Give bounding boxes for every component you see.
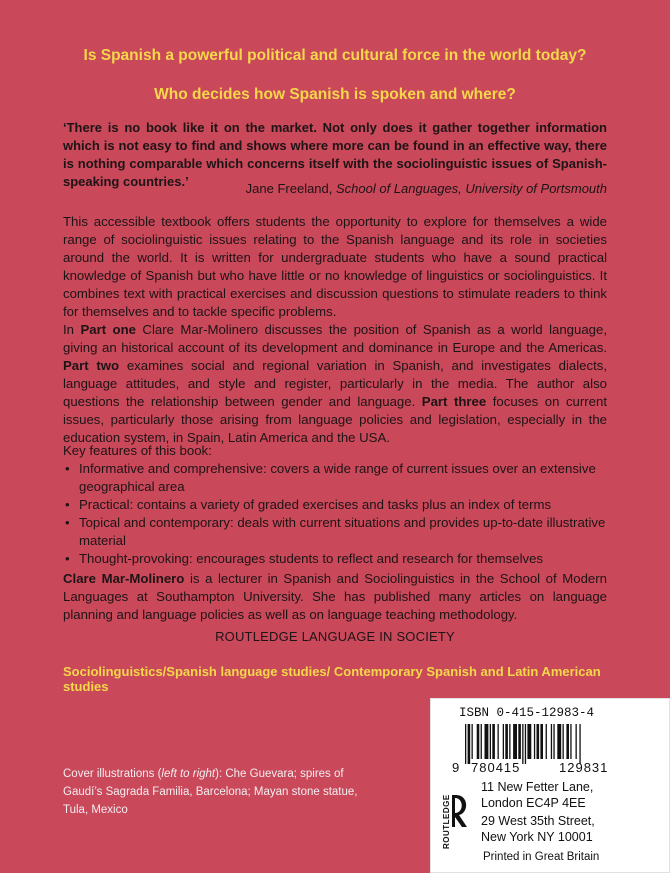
key-feature-item: • Informative and comprehensive: covers a wide range of current issues over an extensive geographical area [63,460,607,496]
barcode-bar [576,724,577,759]
routledge-logo-text: ROUTLEDGE [442,794,451,849]
routledge-logo [439,787,477,851]
question-2: Who decides how Spanish is spoken and where? [154,86,516,103]
part-one-text: Clare Mar-Molinero discusses the position of Spanish as a world language, giving an historical account of its development and dominance in Europe and the Americas. [63,322,608,355]
quote-author: Jane Freeland, [245,181,333,196]
part-one-label: Part one [80,322,136,337]
address-uk-line-1: 11 New Fetter Lane, [481,780,594,794]
key-feature-item: • Topical and contemporary: deals with current situations and provides up-to-date illustrative material [63,514,607,550]
key-feature-item: • Practical: contains a variety of graded exercises and tasks plus an index of terms [63,496,607,514]
barcode-bar [534,724,535,759]
barcode-bar [509,724,510,759]
barcode-bar [490,724,491,759]
barcode-bar [518,724,521,759]
cover-credit-italic: left to right [161,768,216,780]
barcode-bar [465,724,466,764]
printed-in: Printed in Great Britain [483,851,600,863]
quote-affiliation: School of Languages, University of Portsmouth [336,181,607,196]
barcode-bar [566,724,569,759]
review-quote: ‘There is no book like it on the market. Not only does it gather together information which is not easy to find and shows where more can be found in an effective way, there is nothing comparable which concerns itself with the sociolinguistic issues of Spanish-speaking countries.’ [63,120,607,189]
part-three-text: focuses on current issues, particularly those arising from language policies and legislation, especially in the education system, in Spain, Latin America and the USA. [63,394,607,445]
key-features-heading: Key features of this book: [63,443,212,458]
author-bio [63,570,607,624]
barcode-panel [430,698,670,873]
barcode-bar [557,724,561,759]
barcode-bar [553,724,554,759]
question-1: Is Spanish a powerful political and cultural force in the world today? [83,47,587,64]
address-uk-line-2: London EC4P 4EE [481,796,586,810]
barcode-bar [551,724,552,759]
intro-paragraph: This accessible textbook offers students the opportunity to explore for themselves a wide range of sociolinguistic issues relating to the Spanish language and its role in societies around the world. It is written for undergraduate students who have a sound practical knowledge of Spanish but who have little or no knowledge of linguistics or sociolinguistics. It combines text with practical exercises and discussion questions to stimulate readers to think for themselves and to tackle specific problems. [63,214,607,319]
cover-illustrations-credit [63,765,383,819]
barcode-bar [505,724,508,759]
barcode-digits-left: 780415 [471,760,521,774]
author-bio-text: is a lecturer in Spanish and Sociolinguistics in the School of Modern Languages at Southampton University. She has published many articles on language planning and language policies as well as on language teaching methodology. [63,571,607,622]
barcode-bar [481,724,482,759]
barcode-bar [503,724,504,759]
barcode-bar [472,724,473,759]
barcode-bar [525,724,526,764]
quote-attribution [63,181,607,196]
address-us [481,813,595,845]
barcode-bar [492,724,495,759]
barcode-bar [477,724,480,759]
barcode-bar [527,724,531,759]
parts-paragraph [63,321,607,447]
part-two-label: Part two [63,358,120,373]
barcode-bar [498,724,499,759]
address-us-line-2: New York NY 10001 [481,830,593,844]
series-title: ROUTLEDGE LANGUAGE IN SOCIETY [215,629,455,644]
key-features-list [63,460,607,568]
part-three-label: Part three [421,394,487,409]
key-feature-item: • Thought-provoking: encourages students to reflect and research for themselves [63,550,607,568]
address-us-line-1: 29 West 35th Street, [481,814,595,828]
subject-categories: Sociolinguistics/Spanish language studies/ Contemporary Spanish and Latin American studies [63,664,601,694]
author-name: Clare Mar-Molinero [63,571,185,586]
barcode-bar [570,724,571,759]
part-two-text: examines social and regional variation in Spanish, and investigates dialects, language attitudes, and style and register, particularly in the media. The author also questions the relationship between gender and language. [63,358,608,409]
barcode-bar [522,724,523,764]
parts-in: In [63,322,74,337]
barcode-bar [546,724,547,759]
barcode-bar [513,724,517,759]
barcode-bar [579,724,580,764]
barcode-digit-first: 9 [452,760,460,774]
barcode-bar [485,724,489,759]
barcode-bar [537,724,540,759]
cover-credit-prefix: Cover illustrations ( [63,768,162,780]
key-features [63,442,607,568]
barcode-bar [468,724,471,764]
barcode-bar [563,724,564,759]
isbn-text: ISBN 0-415-12983-4 [459,706,595,720]
barcode-icon [451,724,651,774]
address-uk [481,779,593,811]
cover-credit-suffix: ): Che Guevara; spires of Gaudí’s Sagrada Familia, Barcelona; Mayan stone statue, Tula, Mexico [63,768,358,816]
barcode-bar [540,724,543,759]
barcode-digits-right: 129831 [559,760,609,774]
